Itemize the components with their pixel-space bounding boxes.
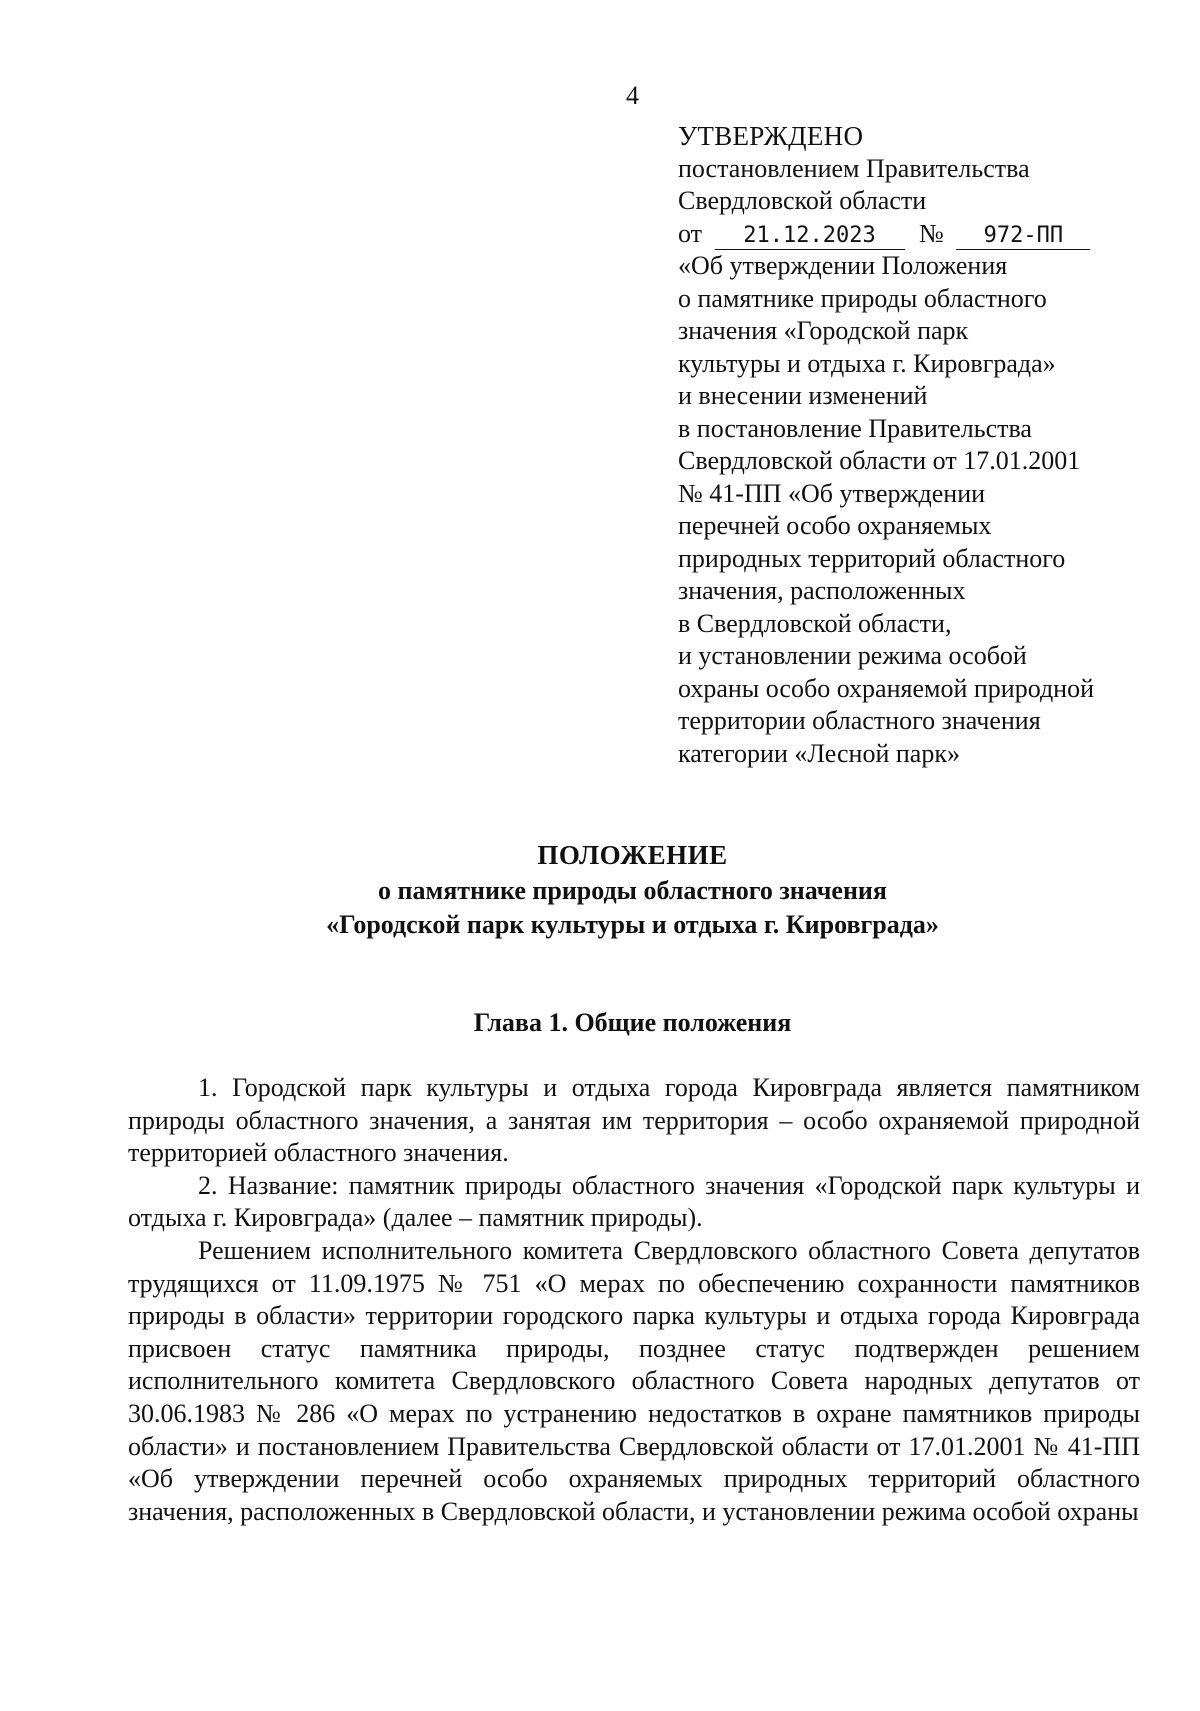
approval-heading: УТВЕРЖДЕНО — [678, 121, 864, 151]
date-value: 21.12.2023 — [715, 223, 905, 250]
number-value: 972-ПП — [956, 223, 1090, 250]
approval-title-line: и внесении изменений — [678, 381, 928, 410]
number-prefix: № — [919, 218, 944, 248]
approval-title-line: в Свердловской области, — [678, 608, 952, 638]
date-prefix: от — [678, 218, 703, 248]
approval-date-number-line — [678, 218, 1178, 251]
approval-title-line: охраны особо охраняемой природной — [678, 673, 1094, 703]
approval-title-line: № 41-ПП «Об утверждении — [678, 478, 986, 508]
approval-line-2: Свердловской области — [678, 186, 927, 215]
approval-title-line: природных территорий областного — [678, 543, 1066, 573]
approval-title-line: о памятнике природы областного — [678, 283, 1047, 313]
paragraph: 2. Название: памятник природы областного значения «Городской парк культуры и отдыха г. Кировграда» (далее – памятник природы). — [128, 1170, 1140, 1233]
approval-title-line: культуры и отдыха г. Кировграда» — [678, 348, 1056, 378]
document-body — [128, 1072, 1140, 1528]
paragraph: Решением исполнительного комитета Свердловского областного Совета депутатов трудящихся от 11.09.1975 № 751 «О мерах по обеспечению сохранности памятников природы в области» территории городского парка культуры и отдыха города Кировграда присвоен статус памятника природы, позднее статус подтвержден решением исполнительного комитета Свердловского областного Совета народных депутатов от 30.06.1983 № 286 «О мерах по устранению недостатков в охране памятников природы области» и постановлением Правительства Свердловской области от 17.01.2001 № 41-ПП «Об утверждении перечней особо охраняемых природных территорий областного значения, расположенных в Свердловской области, и установлении режима особой охраны — [128, 1235, 1140, 1526]
document-subtitle: о памятнике природы областного значения — [378, 876, 887, 905]
paragraph: 1. Городской парк культуры и отдыха города Кировграда является памятником природы областного значения, а занятая им территория – особо охраняемой природной территорией областного значения. — [128, 1073, 1140, 1168]
approval-line-1: постановлением Правительства — [678, 153, 1030, 183]
approval-title-line: Свердловской области от 17.01.2001 — [678, 446, 1081, 475]
approval-title-line: значения, расположенных — [678, 576, 966, 605]
approval-title-line: перечней особо охраняемых — [678, 511, 992, 540]
approval-title-line: значения «Городской парк — [678, 316, 969, 345]
approval-title-line: территории областного значения — [678, 706, 1041, 735]
document-subtitle-name: «Городской парк культуры и отдыха г. Кировграда» — [326, 910, 939, 939]
approval-title-line: в постановление Правительства — [678, 413, 1032, 443]
page-number: 4 — [626, 81, 639, 110]
approval-title-line: категории «Лесной парк» — [678, 738, 960, 768]
document-title: ПОЛОЖЕНИЕ — [537, 840, 728, 870]
approval-title-line: и установлении режима особой — [678, 641, 1027, 670]
chapter-heading: Глава 1. Общие положения — [473, 1008, 792, 1037]
approval-stamp-block — [678, 120, 1178, 770]
approval-title-line: «Об утверждении Положения — [678, 251, 1008, 280]
